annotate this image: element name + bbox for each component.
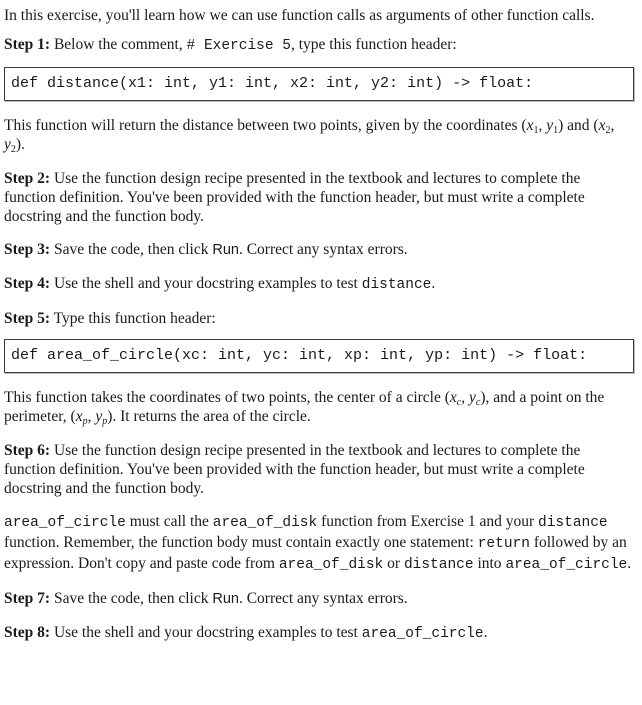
coord-y1: $y_1$ — [546, 117, 559, 136]
distance-code-ref: distance — [538, 515, 608, 531]
distance-description-mid: ) and — [558, 117, 590, 134]
step-2 — [4, 169, 634, 226]
step-6 — [4, 441, 634, 498]
coord-y2: $y_2$ — [4, 136, 16, 155]
step-1-text-before: Below the comment, — [50, 36, 187, 53]
distance-description-text: This function will return the distance between two points, given by the coordinates ( — [4, 117, 527, 134]
step-8: Step 8: Use the shell and your docstring examples to test area_of_circle. — [4, 624, 488, 642]
step-1-text-after: , type this function header: — [290, 36, 457, 53]
step-3: Step 3: Save the code, then click Run. Correct any syntax errors. — [4, 241, 408, 258]
step-4: Step 4: Use the shell and your docstring examples to test distance. — [4, 275, 436, 293]
area-of-circle-code-ref: area_of_circle — [505, 557, 628, 573]
distance-description: This function will return the distance between two points, given by the coordinates ($x_1$, $y_1$) and ($x_2$, $y_2$). — [4, 117, 615, 155]
step-1-label: Step 1: — [4, 36, 51, 53]
coord-yp: $y_p$ — [95, 408, 108, 427]
step-2-text: Use the function design recipe presented in the textbook and lectures to complete the function definition. You've been provided with the function header, but must write a complete docstring and the function body. — [4, 170, 585, 225]
run-label: Run — [212, 591, 239, 607]
area-of-circle-code-ref: area_of_circle — [361, 626, 484, 642]
step-3-label: Step 3: — [4, 241, 51, 258]
distance-code-ref: distance — [403, 557, 474, 573]
distance-description-end: ). — [15, 136, 25, 153]
area-of-circle-code-ref: area_of_circle — [4, 515, 126, 531]
area-of-disk-code-ref: area_of_disk — [278, 557, 384, 573]
area-of-disk-code-ref: area_of_disk — [212, 515, 318, 531]
step-1-comment: # Exercise 5 — [186, 38, 291, 54]
step-6-label: Step 6: — [4, 442, 51, 459]
coord-yc: $y_c$ — [469, 389, 481, 408]
return-code-ref: return — [477, 536, 530, 552]
step-5: Step 5: Type this function header: — [4, 310, 216, 327]
run-label: Run — [212, 242, 239, 258]
coord-xc: $x_c$ — [449, 389, 462, 408]
coord-x2: $x_2$ — [598, 117, 611, 136]
coord-xp: $x_p$ — [75, 408, 88, 427]
distance-code-ref: distance — [361, 277, 432, 293]
distance-header-code: def distance(x1: int, y1: int, x2: int, y2: int) -> float: — [4, 67, 634, 101]
area-description: This function takes the coordinates of two points, the center of a circle ($x_c$, $y_c$), and a point on the perimeter, ($x_p$, $y_p$). It returns the area of the circle. — [4, 389, 605, 427]
step-7-label: Step 7: — [4, 590, 51, 607]
step-8-label: Step 8: — [4, 624, 51, 641]
coord-x1: $x_1$ — [526, 117, 539, 136]
step-5-label: Step 5: — [4, 310, 51, 327]
step-7: Step 7: Save the code, then click Run. Correct any syntax errors. — [4, 590, 408, 607]
requirements-note: area_of_circle must call the area_of_disk function from Exercise 1 and your distance function. Remember, the function body must contain exactly one statement: return followed by an expression. Don't copy and paste code from area_of_disk or distance into area_of_circle. — [4, 513, 632, 573]
step-6-text: Use the function design recipe presented in the textbook and lectures to complete the function definition. You've been provided with the function header, but must write a complete docstring and the function body. — [4, 442, 585, 497]
area-of-circle-header-code: def area_of_circle(xc: int, yc: int, xp: int, yp: int) -> float: — [4, 339, 634, 373]
step-2-label: Step 2: — [4, 170, 51, 187]
step-4-label: Step 4: — [4, 275, 51, 292]
step-1 — [4, 35, 634, 56]
intro-paragraph: In this exercise, you'll learn how we can use function calls as arguments of other function calls. — [4, 7, 595, 24]
